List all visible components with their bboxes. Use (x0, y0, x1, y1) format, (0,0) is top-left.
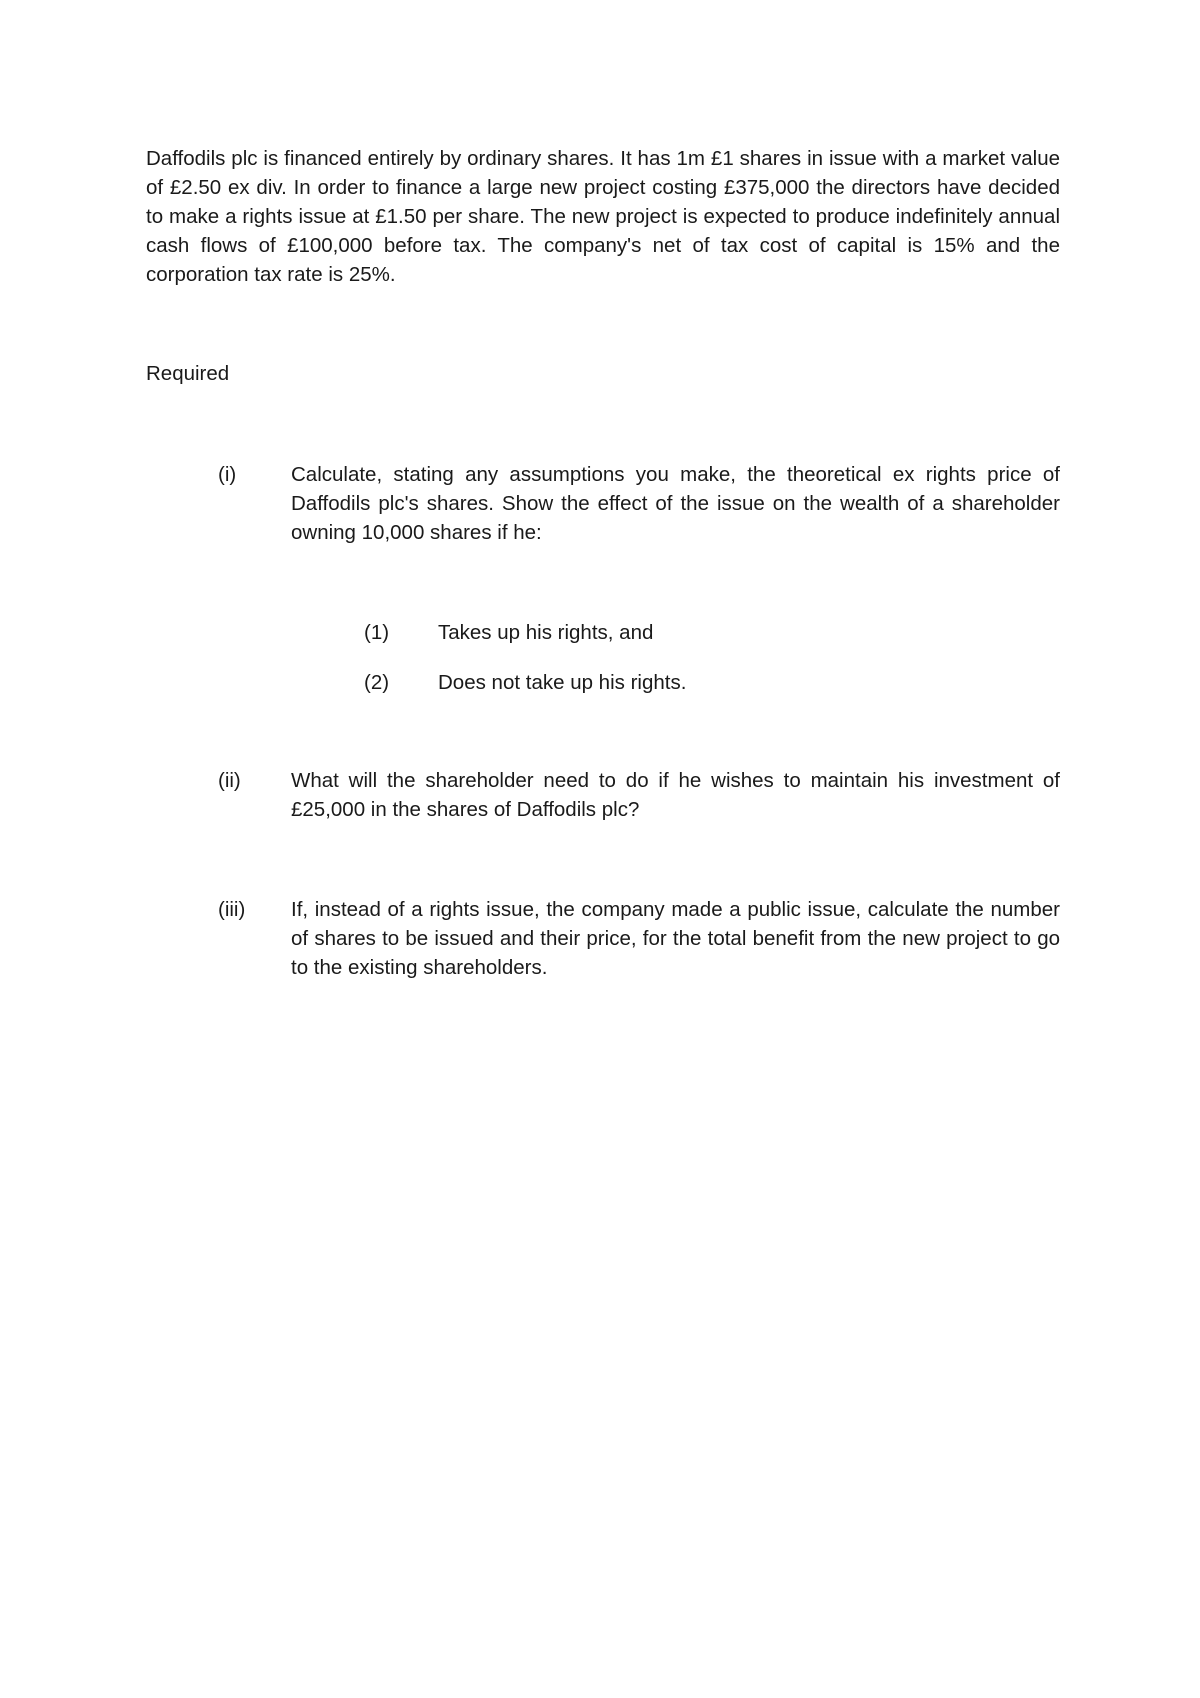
sub-item-number: (1) (364, 621, 390, 644)
question-number: (ii) (218, 769, 241, 792)
question-text: Calculate, stating any assumptions you make, the theoretical ex rights price of Daffodils plc's shares. Show the effect of the issue on the wealth of a shareholder owning 10,000 shares if he: (291, 463, 1060, 544)
required-heading: Required (146, 362, 230, 385)
question-number: (iii) (218, 898, 246, 921)
question-text: If, instead of a rights issue, the company made a public issue, calculate the number of shares to be issued and their price, for the total benefit from the new project to go to the existing shareholders. (291, 898, 1060, 979)
question-text: What will the shareholder need to do if he wishes to maintain his investment of £25,000 in the shares of Daffodils plc? (291, 769, 1060, 821)
intro-paragraph: Daffodils plc is financed entirely by ordinary shares. It has 1m £1 shares in issue with a market value of £2.50 ex div. In order to finance a large new project costing £375,000 the directors have decided to make a rights issue at £1.50 per share. The new project is expected to produce indefinitely annual cash flows of £100,000 before tax. The company's net of tax cost of capital is 15% and the corporation tax rate is 25%. (146, 147, 1060, 286)
sub-item-text: Takes up his rights, and (438, 621, 654, 644)
sub-item-text: Does not take up his rights. (438, 671, 687, 694)
question-number: (i) (218, 463, 237, 486)
sub-item-number: (2) (364, 671, 390, 694)
